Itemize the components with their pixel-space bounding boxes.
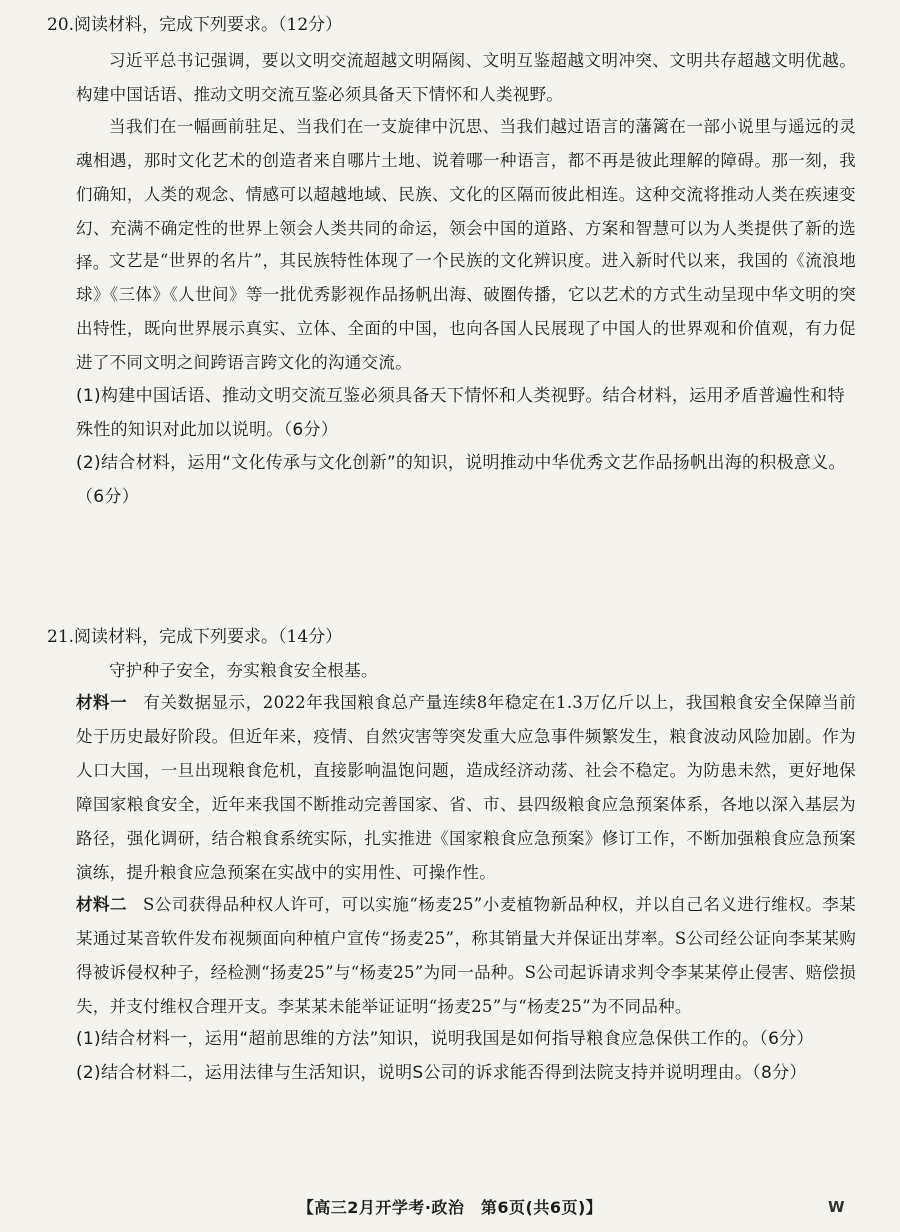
footer-mark: W xyxy=(828,1198,845,1216)
question-21-title: 21.阅读材料，完成下列要求。（14分） xyxy=(47,627,343,647)
q20-subquestion-2: (2)结合材料，运用“文化传承与文化创新”的知识，说明推动中华优秀文艺作品扬帆出海的积极意义。（6分） xyxy=(76,453,846,507)
q20-subquestion-1: (1)构建中国话语、推动文明交流互鉴必须具备天下情怀和人类视野。结合材料，运用矛盾普遍性和特殊性的知识对此加以说明。（6分） xyxy=(76,386,845,440)
material-1-label: 材料一 xyxy=(76,693,128,712)
q21-subquestion-2: (2)结合材料二，运用法律与生活知识，说明S公司的诉求能否得到法院支持并说明理由。（8分） xyxy=(76,1063,807,1083)
page-footer: 【高三2月开学考·政治 第6页(共6页)】 xyxy=(297,1198,603,1217)
q21-material-1 xyxy=(76,686,856,890)
q20-paragraph-1: 习近平总书记强调，要以文明交流超越文明隔阂、文明互鉴超越文明冲突、文明共存超越文明优越。构建中国话语、推动文明交流互鉴必须具备天下情怀和人类视野。 xyxy=(76,51,856,104)
q21-material-2 xyxy=(76,888,856,1024)
material-1-text: 有关数据显示，2022年我国粮食总产量连续8年稳定在1.3万亿斤以上，我国粮食安全保障当前处于历史最好阶段。但近年来，疫情、自然灾害等突发重大应急事件频繁发生，粮食波动风险加剧。作为人口大国，一旦出现粮食危机，直接影响温饱问题，造成经济动荡、社会不稳定。为防患未然，更好地保障国家粮食安全，近年来我国不断推动完善国家、省、市、县四级粮食应急预案体系，各地以深入基层为路径，强化调研，结合粮食系统实际，扎实推进《国家粮食应急预案》修订工作，不断加强粮食应急预案演练，提升粮食应急预案在实战中的实用性、可操作性。 xyxy=(76,693,857,882)
q20-paragraph-2: 当我们在一幅画前驻足、当我们在一支旋律中沉思、当我们越过语言的藩篱在一部小说里与遥远的灵魂相遇，那时文化艺术的创造者来自哪片土地、说着哪一种语言，都不再是彼此理解的障碍。那一刻，我们确知，人类的观念、情感可以超越地域、民族、文化的区隔而彼此相连。这种交流将推动人类在疾速变幻、充满不确定性的世界上领会人类共同的命运，领会中国的道路、方案和智慧可以为人类提供了新的选择。 xyxy=(76,117,856,272)
material-2-text: S公司获得品种权人许可，可以实施“杨麦25”小麦植物新品种权，并以自己名义进行维权。李某某通过某音软件发布视频面向种植户宣传“扬麦25”，称其销量大并保证出芽率。S公司经公证向李某某购得被诉侵权种子，经检测“扬麦25”与“杨麦25”为同一品种。S公司起诉请求判令李某某停止侵害、赔偿损失，并支付维权合理开支。李某某未能举证证明“扬麦25”与“杨麦25”为不同品种。 xyxy=(76,895,856,1016)
question-20-title: 20.阅读材料，完成下列要求。（12分） xyxy=(47,15,343,35)
q21-subquestion-1: (1)结合材料一，运用“超前思维的方法”知识，说明我国是如何指导粮食应急保供工作的。（6分） xyxy=(76,1029,814,1049)
q21-intro: 守护种子安全，夯实粮食安全根基。 xyxy=(109,661,378,680)
q20-paragraph-3: 文艺是“世界的名片”，其民族特性体现了一个民族的文化辨识度。进入新时代以来，我国的《流浪地球》《三体》《人世间》等一批优秀影视作品扬帆出海、破圈传播，它以艺术的方式生动呈现中华文明的突出特性，既向世界展示真实、立体、全面的中国，也向各国人民展现了中国人的世界观和价值观，有力促进了不同文明之间跨语言跨文化的沟通交流。 xyxy=(76,251,856,372)
material-2-label: 材料二 xyxy=(76,895,127,914)
